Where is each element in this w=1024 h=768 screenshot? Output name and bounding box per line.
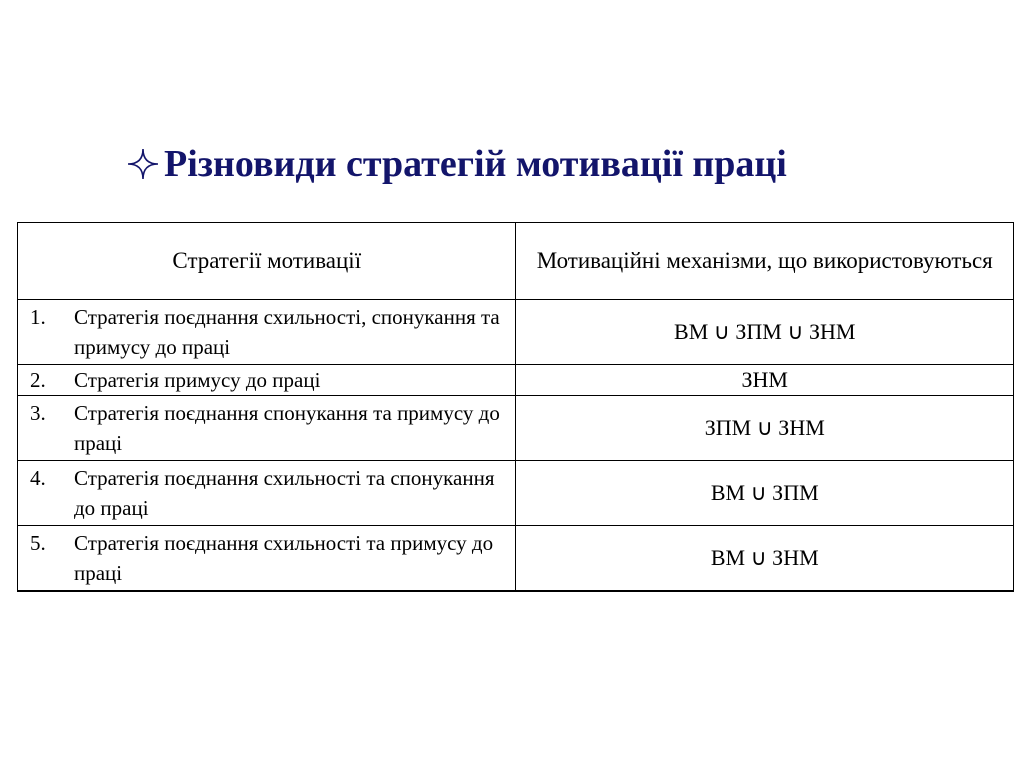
table-row [18,365,1014,396]
strategy-text: Стратегія примусу до праці [74,368,321,392]
strategies-table [17,222,1014,592]
hollow-sparkle-bullet-icon [124,145,162,183]
strategy-cell [18,300,516,365]
slide-title-text: Різновиди стратегій мотивації праці [164,143,787,185]
slide-title [124,136,787,192]
header-strategies: Стратегії мотивації [18,223,516,300]
strategy-cell [18,396,516,461]
row-number: 2. [30,368,46,392]
mechanisms-cell: ВМ ∪ ЗПМ ∪ ЗНМ [516,300,1014,365]
row-number: 4. [30,466,46,490]
table-row [18,461,1014,526]
strategy-text: Стратегія поєднання схильності та примусу до праці [74,531,494,585]
strategy-text: Стратегія поєднання спонукання та примусу до праці [74,401,500,455]
table-header-row [18,223,1014,300]
mechanisms-cell: ВМ ∪ ЗНМ [516,526,1014,592]
row-number: 3. [30,401,46,425]
row-number: 1. [30,305,46,329]
mechanisms-cell: ЗНМ [516,365,1014,396]
strategy-text: Стратегія поєднання схильності, спонукання та примусу до праці [74,305,500,359]
table-row [18,396,1014,461]
row-number: 5. [30,531,46,555]
strategy-cell [18,365,516,396]
table-row [18,300,1014,365]
strategy-cell [18,461,516,526]
strategy-text: Стратегія поєднання схильності та спонукання до праці [74,466,495,520]
mechanisms-cell: ВМ ∪ ЗПМ [516,461,1014,526]
header-mechanisms: Мотиваційні механізми, що використовуються [516,223,1014,300]
table-row [18,526,1014,592]
strategy-cell [18,526,516,592]
mechanisms-cell: ЗПМ ∪ ЗНМ [516,396,1014,461]
